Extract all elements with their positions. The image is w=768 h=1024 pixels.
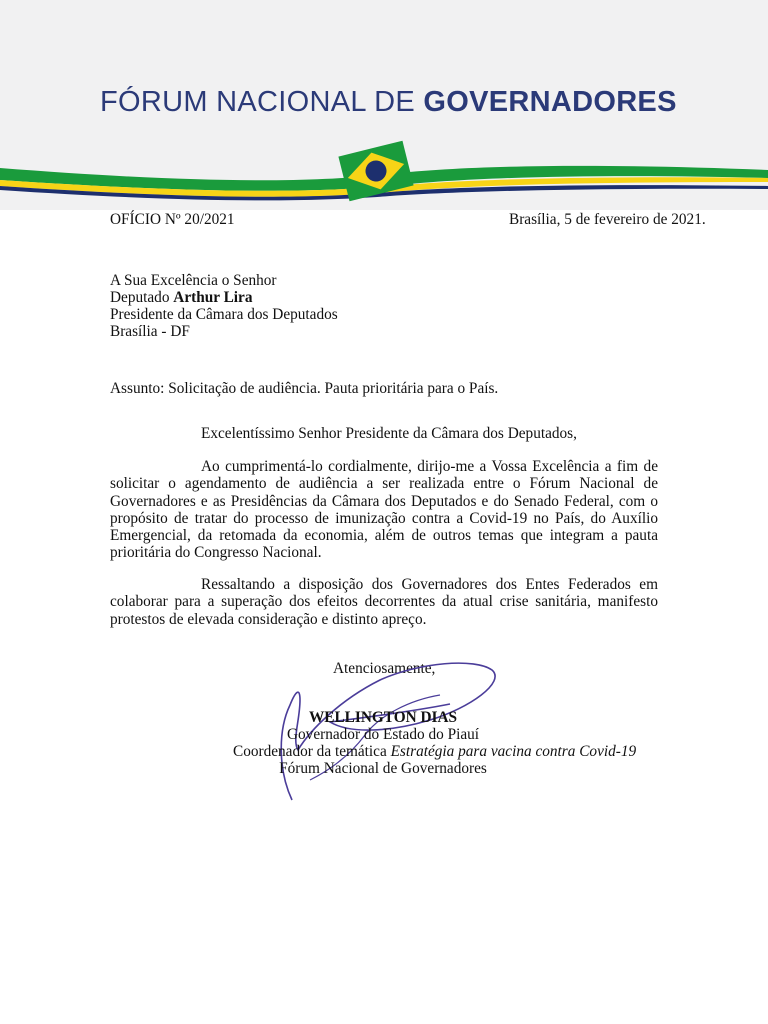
salutation: Excelentíssimo Senhor Presidente da Câmara dos Deputados, [201,425,577,442]
letterhead-title-light: FÓRUM NACIONAL DE [100,86,424,118]
subject-line: Assunto: Solicitação de audiência. Pauta prioritária para o País. [110,380,499,397]
recipient-line-4: Brasília - DF [110,323,190,340]
paragraph-2-text: Ressaltando a disposição dos Governadores dos Entes Federados em colaborar para a superação dos efeitos decorrentes da atual crise sanitária, manifesto protestos de elevada consideração e distinto apreço. [110,576,658,628]
recipient-line-2 [110,289,252,306]
closing: Atenciosamente, [333,660,436,677]
recipient-line-1: A Sua Excelência o Senhor [110,272,277,289]
letterhead-stripes [0,140,768,215]
letterhead-title [100,86,677,119]
paragraph-1-text: Ao cumprimentá-lo cordialmente, dirijo-me a Vossa Excelência a fim de solicitar o agendamento de audiência a ser realizada entre o Fórum Nacional de Governadores e as Presidências da Câmara dos Deputados e do Senado Federal, com o propósito de tratar do processo de imunização contra a Covid-19 no País, do Auxílio Emergencial, da retomada da economia, além de outros temas que integram a pauta prioritária do Congresso Nacional. [110,458,658,562]
recipient-title: Deputado [110,289,174,306]
recipient-line-3: Presidente da Câmara dos Deputados [110,306,338,323]
paragraph-1 [110,458,658,562]
signer-role-2-theme: Estratégia para vacina contra Covid-19 [390,743,637,760]
signer-role-1: Governador do Estado do Piauí [286,726,480,743]
letter-date: Brasília, 5 de fevereiro de 2021. [509,211,706,228]
letter-reference: OFÍCIO Nº 20/2021 [110,211,235,228]
recipient-name: Arthur Lira [173,289,253,306]
signer-role-3: Fórum Nacional de Governadores [279,760,487,777]
signer-name: WELLINGTON DIAS [308,709,458,726]
signer-role-2 [233,743,637,760]
paragraph-2 [110,576,658,628]
letterhead-title-bold: GOVERNADORES [423,86,677,118]
signer-role-2-prefix: Coordenador da temática [233,743,391,760]
